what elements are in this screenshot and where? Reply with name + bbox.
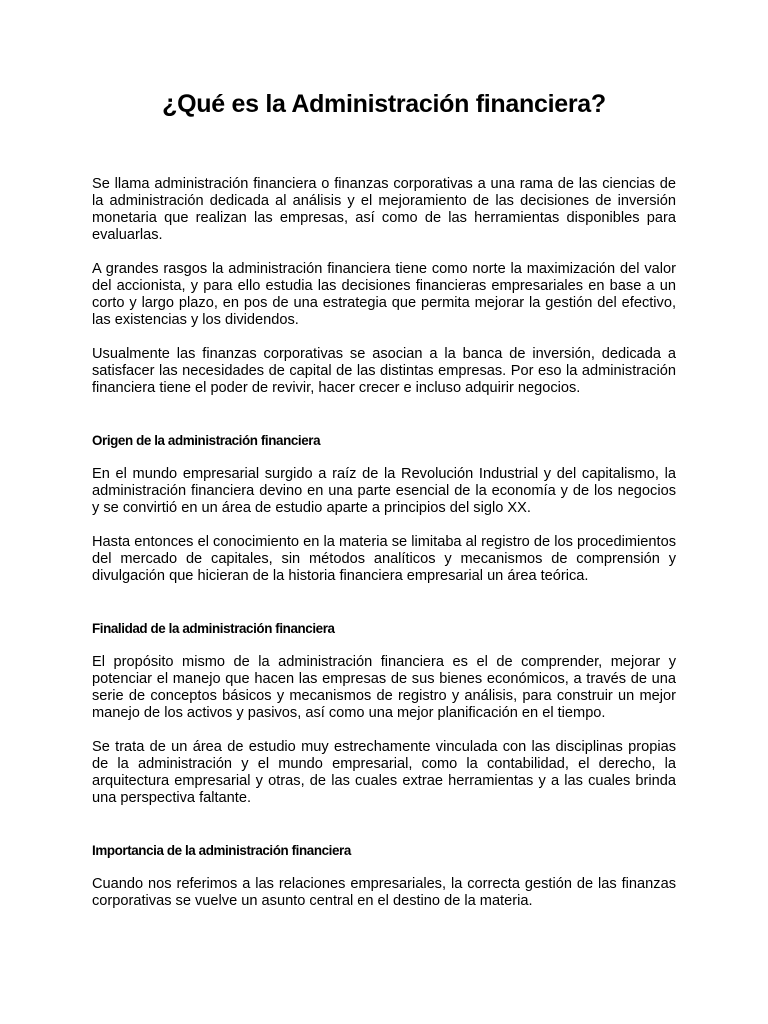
- section-spacer: [92, 414, 676, 432]
- intro-paragraph: Se llama administración financiera o finanzas corporativas a una rama de las ciencias de la administración dedicada al análisis y el mejoramiento de las decisiones de inversión monetaria que realizan las empresas, así como de las herramientas disponibles para evaluarlas.: [92, 176, 676, 243]
- intro-paragraph: Usualmente las finanzas corporativas se asocian a la banca de inversión, dedicada a satisfacer las necesidades de capital de las distintas empresas. Por eso la administración financiera tiene el poder de revivir, hacer crecer e incluso adquirir negocios.: [92, 346, 676, 396]
- section-paragraph: Cuando nos referimos a las relaciones empresariales, la correcta gestión de las finanzas corporativas se vuelve un asunto central en el destino de la materia.: [92, 876, 676, 909]
- section-paragraph: Hasta entonces el conocimiento en la materia se limitaba al registro de los procedimientos del mercado de capitales, sin métodos analíticos y mecanismos de comprensión y divulgación que hicieran de la historia financiera empresarial un área teórica.: [92, 534, 676, 584]
- section-heading-finalidad: Finalidad de la administración financiera: [92, 621, 335, 636]
- section-spacer: [92, 602, 676, 620]
- section-heading-origen: Origen de la administración financiera: [92, 433, 321, 448]
- section-spacer: [92, 824, 676, 842]
- document-page: [92, 86, 676, 927]
- document-title: ¿Qué es la Administración financiera?: [162, 90, 606, 118]
- section-heading-importancia: Importancia de la administración financiera: [92, 843, 351, 858]
- section-paragraph: El propósito mismo de la administración financiera es el de comprender, mejorar y potenciar el manejo que hacen las empresas de sus bienes económicos, a través de una serie de conceptos básicos y mecanismos de registro y análisis, para construir un mejor manejo de los activos y pasivos, así como una mejor planificación en el tiempo.: [92, 654, 676, 721]
- section-paragraph: Se trata de un área de estudio muy estrechamente vinculada con las disciplinas propias de la administración y el mundo empresarial, como la contabilidad, el derecho, la arquitectura empresarial y otras, de las cuales extrae herramientas y a las cuales brinda una perspectiva faltante.: [92, 739, 676, 806]
- section-paragraph: En el mundo empresarial surgido a raíz de la Revolución Industrial y del capitalismo, la administración financiera devino en una parte esencial de la economía y de los negocios y se convirtió en un área de estudio aparte a principios del siglo XX.: [92, 466, 676, 516]
- intro-paragraph: A grandes rasgos la administración financiera tiene como norte la maximización del valor del accionista, y para ello estudia las decisiones financieras empresariales en base a un corto y largo plazo, en pos de una estrategia que permita mejorar la gestión del efectivo, las existencias y los dividendos.: [92, 261, 676, 328]
